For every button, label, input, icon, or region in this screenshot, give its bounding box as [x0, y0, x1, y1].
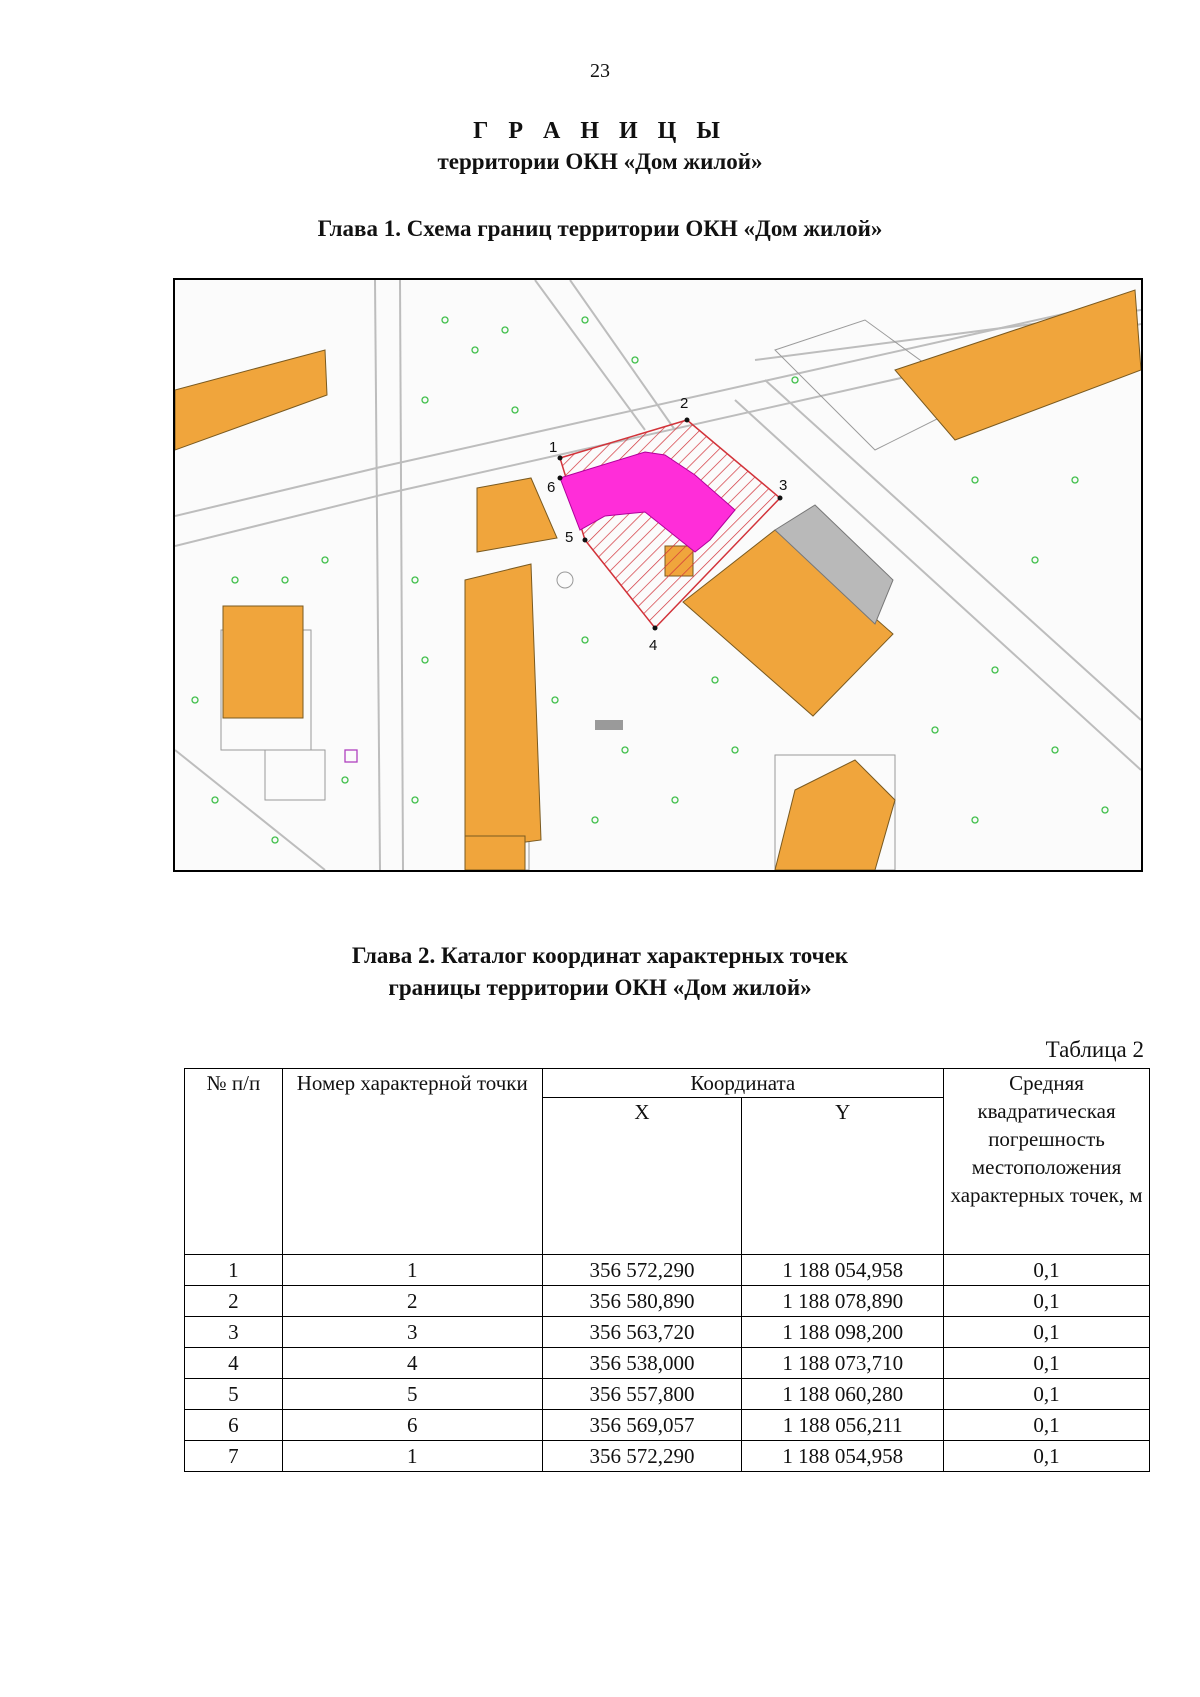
cell-n: 2 — [185, 1286, 283, 1317]
cell-point: 2 — [282, 1286, 542, 1317]
chapter2-title-line2: границы территории ОКН «Дом жилой» — [388, 975, 812, 1000]
cell-n: 7 — [185, 1441, 283, 1472]
cell-n: 5 — [185, 1379, 283, 1410]
cell-point: 5 — [282, 1379, 542, 1410]
coordinates-table — [184, 1068, 1150, 1472]
point-2 — [685, 418, 690, 423]
map-small-structure — [595, 720, 623, 730]
point-label-1: 1 — [549, 439, 558, 456]
title-block — [0, 116, 1200, 178]
point-label-6: 6 — [547, 479, 556, 496]
point-5 — [583, 538, 588, 543]
cell-err: 0,1 — [944, 1286, 1150, 1317]
table-body — [185, 1255, 1150, 1472]
point-label-4: 4 — [649, 637, 658, 654]
cell-x: 356 563,720 — [542, 1317, 742, 1348]
cell-point: 4 — [282, 1348, 542, 1379]
map-canvas — [175, 280, 1141, 870]
cell-x: 356 572,290 — [542, 1441, 742, 1472]
cell-point: 3 — [282, 1317, 542, 1348]
document-subtitle: территории ОКН «Дом жилой» — [437, 149, 763, 174]
chapter2-title-line1: Глава 2. Каталог координат характерных точек — [351, 943, 849, 968]
cell-x: 356 572,290 — [542, 1255, 742, 1286]
cell-y: 1 188 054,958 — [742, 1255, 944, 1286]
header-num: № п/п — [185, 1069, 283, 1255]
building-bottom-left — [465, 836, 525, 870]
document-title: Г Р А Н И Ц Ы — [473, 118, 727, 144]
cell-x: 356 580,890 — [542, 1286, 742, 1317]
cell-err: 0,1 — [944, 1317, 1150, 1348]
table-row — [185, 1441, 1150, 1472]
table-row — [185, 1317, 1150, 1348]
point-3 — [778, 496, 783, 501]
table-row — [185, 1255, 1150, 1286]
point-6 — [558, 476, 563, 481]
point-label-3: 3 — [779, 477, 788, 494]
chapter1-title: Глава 1. Схема границ территории ОКН «Дом жилой» — [317, 216, 883, 241]
cell-n: 4 — [185, 1348, 283, 1379]
cell-err: 0,1 — [944, 1410, 1150, 1441]
cell-point: 6 — [282, 1410, 542, 1441]
table-row — [185, 1286, 1150, 1317]
cell-point: 1 — [282, 1255, 542, 1286]
cell-err: 0,1 — [944, 1441, 1150, 1472]
cell-n: 3 — [185, 1317, 283, 1348]
table-row — [185, 1348, 1150, 1379]
page-number: 23 — [590, 60, 610, 82]
header-x: X — [542, 1098, 742, 1255]
point-1 — [558, 456, 563, 461]
cell-y: 1 188 098,200 — [742, 1317, 944, 1348]
cell-y: 1 188 054,958 — [742, 1441, 944, 1472]
cell-n: 1 — [185, 1255, 283, 1286]
header-point: Номер характерной точки — [282, 1069, 542, 1255]
cell-point: 1 — [282, 1441, 542, 1472]
cell-y: 1 188 060,280 — [742, 1379, 944, 1410]
table-caption: Таблица 2 — [1045, 1037, 1144, 1062]
cell-x: 356 538,000 — [542, 1348, 742, 1379]
table-row — [185, 1410, 1150, 1441]
cell-err: 0,1 — [944, 1379, 1150, 1410]
header-coordinate: Координата — [542, 1069, 944, 1098]
cell-y: 1 188 073,710 — [742, 1348, 944, 1379]
header-y: Y — [742, 1098, 944, 1255]
cell-err: 0,1 — [944, 1348, 1150, 1379]
chapter2-title — [0, 940, 1200, 1004]
point-4 — [653, 626, 658, 631]
cell-y: 1 188 056,211 — [742, 1410, 944, 1441]
table-row — [185, 1379, 1150, 1410]
boundary-map — [173, 278, 1143, 872]
point-label-5: 5 — [565, 529, 574, 546]
cell-x: 356 557,800 — [542, 1379, 742, 1410]
building-long — [465, 564, 541, 850]
point-label-2: 2 — [680, 395, 689, 412]
cell-n: 6 — [185, 1410, 283, 1441]
cell-err: 0,1 — [944, 1255, 1150, 1286]
header-error: Средняя квадратическая погрешность местоположения характерных точек, м — [944, 1069, 1150, 1255]
building-left-middle — [223, 606, 303, 718]
cell-x: 356 569,057 — [542, 1410, 742, 1441]
cell-y: 1 188 078,890 — [742, 1286, 944, 1317]
